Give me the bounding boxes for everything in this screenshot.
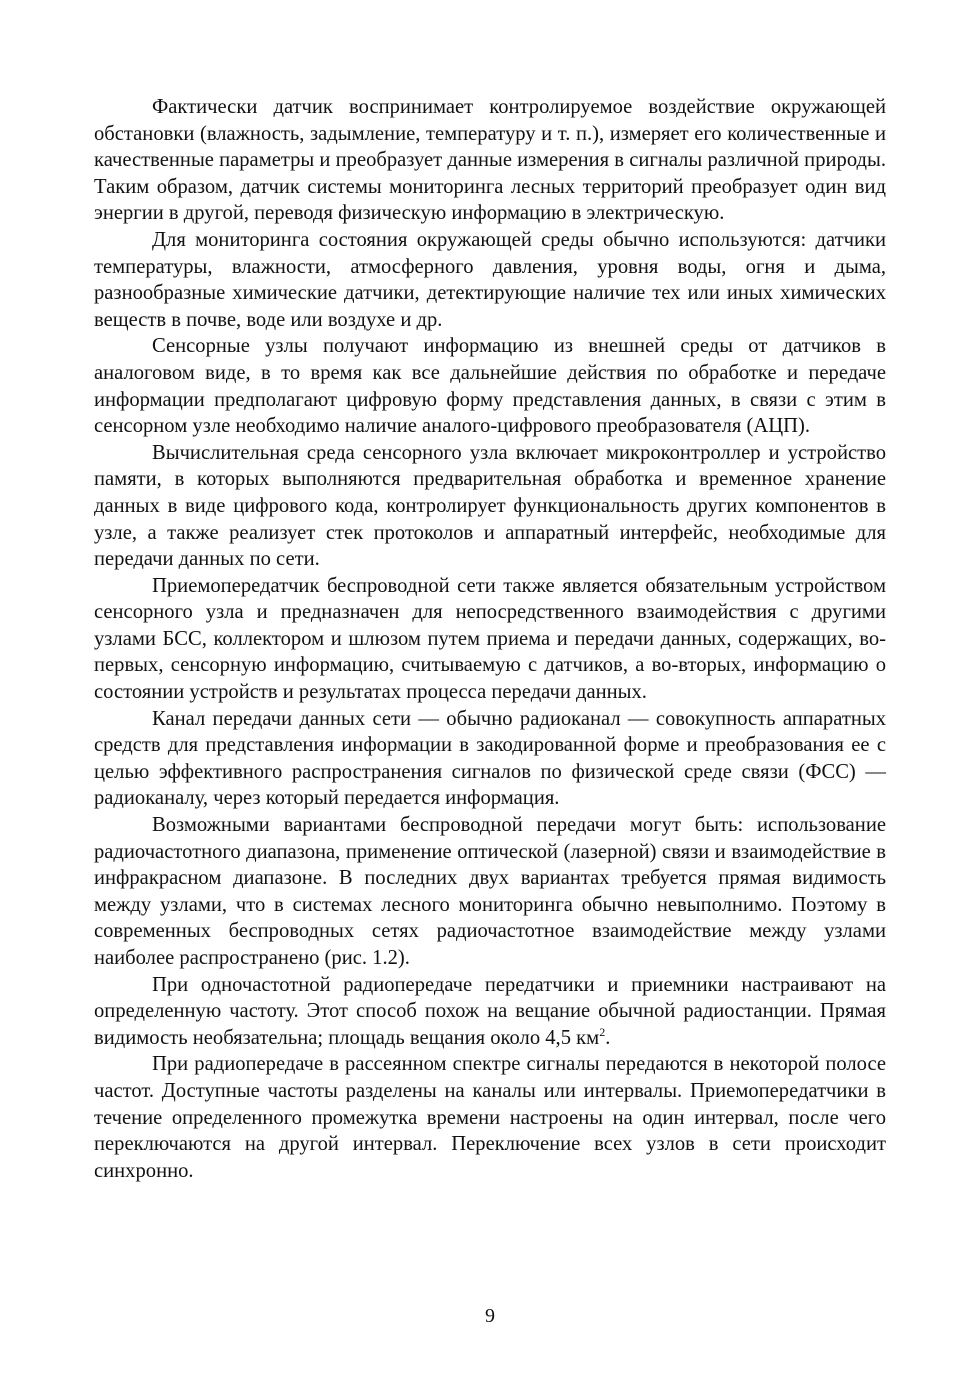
- paragraph-4: Вычислительная среда сенсорного узла включает микроконтроллер и устройство памяти, в которых выполняются предварительная обработка и временное хранение данных в виде цифрового кода, контролирует функциональность других компонентов в узле, а также реализует стек протоколов и аппаратный интерфейс, необходимые для передачи данных по сети.: [94, 441, 886, 571]
- paragraph-1: Фактически датчик воспринимает контролируемое воздействие окружающей обстановки (влажность, задымление, температуру и т. п.), измеряет его количественные и качественные параметры и преобразует данные измерения в сигналы различной природы. Таким образом, датчик системы мониторинга лесных территорий преобразует один вид энергии в другой, переводя физическую информацию в электрическую.: [94, 96, 886, 225]
- page-body: [94, 94, 886, 1184]
- paragraph-9: При радиопередаче в рассеянном спектре сигналы передаются в некоторой полосе частот. Доступные частоты разделены на каналы или интервалы. Приемопередатчики в течение определенного промежутка времени настроены на один интервал, после чего переключаются на другой интервал. Переключение всех узлов в сети происходит синхронно.: [94, 1053, 886, 1182]
- superscript-2: 2: [599, 1024, 606, 1039]
- paragraph-5: Приемопередатчик беспроводной сети также является обязательным устройством сенсорного узла и предназначен для непосредственного взаимодействия с другими узлами БСС, коллектором и шлюзом путем приема и передачи данных, содержащих, во-первых, сенсорную информацию, считываемую с датчиков, а во-вторых, информацию о состоянии устройств и результатах процесса передачи данных.: [94, 574, 886, 704]
- paragraph-8: [94, 972, 886, 1052]
- paragraph-2: Для мониторинга состояния окружающей среды обычно используются: датчики температуры, влажности, атмосферного давления, уровня воды, огня и дыма, разнообразные химические датчики, детектирующие наличие тех или иных химических веществ в почве, воде или воздухе и др.: [94, 228, 886, 331]
- paragraph-6: Канал передачи данных сети — обычно радиоканал — совокупность аппаратных средств для представления информации в закодированной форме и преобразования ее с целью эффективного распространения сигналов по физической среде связи (ФСС) — радиоканалу, через который передается информация.: [94, 707, 886, 810]
- page-number: 9: [485, 1305, 495, 1327]
- paragraph-8-text: При одночастотной радиопередаче передатчики и приемники настраивают на определенную частоту. Этот способ похож на вещание обычной радиостанции. Прямая видимость необязательна; площадь вещания около 4,5 км: [94, 973, 886, 1049]
- paragraph-7: Возможными вариантами беспроводной передачи могут быть: использование радиочастотного диапазона, применение оптической (лазерной) связи и взаимодействие в инфракрасном диапазоне. В последних двух вариантах требуется прямая видимость между узлами, что в системах лесного мониторинга обычно невыполнимо. Поэтому в современных беспроводных сетях радиочастотное взаимодействие между узлами наиболее распространено (рис. 1.2).: [94, 814, 886, 969]
- paragraph-3: Сенсорные узлы получают информацию из внешней среды от датчиков в аналоговом виде, в то время как все дальнейшие действия по обработке и передаче информации предполагают цифровую форму представления данных, в связи с этим в сенсорном узле необходимо наличие аналого-цифрового преобразователя (АЦП).: [94, 335, 886, 438]
- paragraph-8-end: .: [605, 1026, 611, 1049]
